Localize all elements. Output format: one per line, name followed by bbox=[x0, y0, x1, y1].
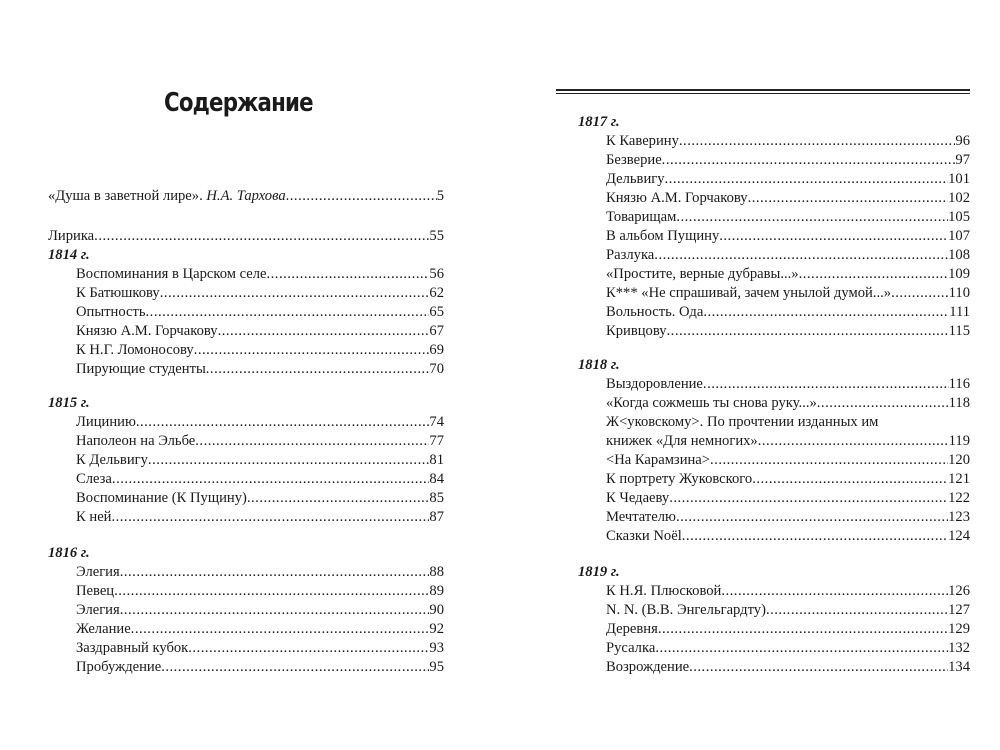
toc-entry bbox=[578, 601, 970, 620]
page-number: 118 bbox=[948, 395, 970, 411]
page-number: 56 bbox=[429, 266, 444, 282]
toc-entry bbox=[578, 151, 970, 170]
entry-title: Лирика bbox=[48, 228, 95, 244]
toc-entry bbox=[48, 451, 444, 470]
page-number: 96 bbox=[955, 133, 970, 149]
page-number: 120 bbox=[948, 452, 970, 468]
page-number: 116 bbox=[948, 376, 970, 392]
lyric-entry bbox=[48, 227, 444, 246]
toc-entry bbox=[578, 394, 970, 413]
entry-title: К Н.Г. Ломоносову bbox=[76, 342, 194, 358]
page-number: 108 bbox=[948, 247, 970, 263]
entry-title: В альбом Пущину bbox=[606, 228, 720, 244]
entry-title: Пробуждение bbox=[76, 659, 162, 675]
entry-title: К*** «Не спрашивай, зачем унылой думой...» bbox=[606, 285, 892, 301]
entry-title: Возрождение bbox=[606, 659, 690, 675]
page-title: Содержание bbox=[164, 88, 313, 118]
page-number: 121 bbox=[948, 471, 970, 487]
toc-entry bbox=[578, 170, 970, 189]
entry-title: «Душа в заветной лире». bbox=[48, 188, 203, 204]
entry-title: N. N. (В.В. Энгельгардту) bbox=[606, 602, 766, 618]
entry-title: К Чедаеву bbox=[606, 490, 670, 506]
page-number: 122 bbox=[948, 490, 970, 506]
year-heading: 1814 г. bbox=[48, 247, 90, 263]
toc-entry bbox=[578, 284, 970, 303]
year-heading: 1819 г. bbox=[578, 564, 620, 580]
header-rule-thin bbox=[556, 93, 970, 94]
entry-title: Товарищам bbox=[606, 209, 677, 225]
page-number: 95 bbox=[429, 659, 444, 675]
entry-title: Вольность. Ода bbox=[606, 304, 704, 320]
entry-title: К ней bbox=[76, 509, 112, 525]
entry-title: Пирующие студенты bbox=[76, 361, 206, 377]
page-number: 55 bbox=[429, 228, 444, 244]
toc-entry bbox=[578, 658, 970, 677]
toc-entry bbox=[48, 432, 444, 451]
toc-entry bbox=[48, 489, 444, 508]
section-1816 bbox=[48, 544, 444, 677]
page-number: 102 bbox=[948, 190, 970, 206]
toc-entry bbox=[48, 639, 444, 658]
toc-entry bbox=[48, 341, 444, 360]
entry-title: Желание bbox=[76, 621, 131, 637]
toc-entry bbox=[578, 208, 970, 227]
toc-entry bbox=[578, 432, 970, 451]
toc-entry bbox=[578, 489, 970, 508]
section-1815 bbox=[48, 394, 444, 527]
page-number: 126 bbox=[948, 583, 970, 599]
page-number: 90 bbox=[429, 602, 444, 618]
entry-title: К Н.Я. Плюсковой bbox=[606, 583, 722, 599]
entry-title: Опытность bbox=[76, 304, 146, 320]
page-number: 123 bbox=[948, 509, 970, 525]
entry-title: К Каверину bbox=[606, 133, 679, 149]
toc-entry bbox=[578, 639, 970, 658]
page-number: 110 bbox=[948, 285, 970, 301]
toc-entry bbox=[48, 413, 444, 432]
toc-entry bbox=[48, 303, 444, 322]
entry-title: Деревня bbox=[606, 621, 658, 637]
page-number: 93 bbox=[429, 640, 444, 656]
entry-title: К Дельвигу bbox=[76, 452, 148, 468]
entry-title: Мечтателю bbox=[606, 509, 676, 525]
page-number: 124 bbox=[948, 528, 970, 544]
page-number: 132 bbox=[948, 640, 970, 656]
entry-title: Элегия bbox=[76, 602, 120, 618]
page-number: 111 bbox=[949, 304, 970, 320]
section-1817 bbox=[578, 113, 970, 341]
toc-entry bbox=[48, 658, 444, 677]
entry-title: Воспоминание (К Пущину) bbox=[76, 490, 247, 506]
toc-entry bbox=[48, 620, 444, 639]
entry-title: Элегия bbox=[76, 564, 120, 580]
year-heading: 1815 г. bbox=[48, 395, 90, 411]
entry-title: Слеза bbox=[76, 471, 112, 487]
intro-entry bbox=[48, 187, 444, 206]
page-number: 65 bbox=[429, 304, 444, 320]
entry-title: Дельвигу bbox=[606, 171, 665, 187]
page-number: 69 bbox=[429, 342, 444, 358]
page-number: 74 bbox=[429, 414, 444, 430]
toc-entry bbox=[48, 284, 444, 303]
page-number: 109 bbox=[948, 266, 970, 282]
entry-title: Лицинию bbox=[76, 414, 136, 430]
page-number: 97 bbox=[955, 152, 970, 168]
toc-entry bbox=[578, 508, 970, 527]
toc-entry bbox=[48, 508, 444, 527]
entry-title: <На Карамзина> bbox=[606, 452, 711, 468]
toc-entry bbox=[48, 563, 444, 582]
toc-entry bbox=[578, 303, 970, 322]
page-number: 77 bbox=[429, 433, 444, 449]
entry-title-line1: Ж<уковскому>. По прочтении изданных им bbox=[606, 414, 879, 430]
section-1819 bbox=[578, 563, 970, 677]
page-number: 70 bbox=[429, 361, 444, 377]
entry-title: Воспоминания в Царском селе bbox=[76, 266, 267, 282]
toc-entry bbox=[578, 246, 970, 265]
entry-title: Князю А.М. Горчакову bbox=[606, 190, 748, 206]
toc-entry bbox=[48, 360, 444, 379]
toc-entry bbox=[578, 322, 970, 341]
year-heading: 1816 г. bbox=[48, 545, 90, 561]
page-number: 105 bbox=[948, 209, 970, 225]
toc-entry bbox=[48, 187, 444, 206]
entry-title: Заздравный кубок bbox=[76, 640, 189, 656]
page-number: 67 bbox=[429, 323, 444, 339]
entry-title: Кривцову bbox=[606, 323, 667, 339]
toc-entry bbox=[578, 582, 970, 601]
toc-entry bbox=[48, 322, 444, 341]
toc-entry bbox=[578, 451, 970, 470]
toc-entry bbox=[48, 582, 444, 601]
toc-entry bbox=[578, 265, 970, 284]
toc-entry bbox=[48, 470, 444, 489]
entry-title: Наполеон на Эльбе bbox=[76, 433, 196, 449]
entry-title: Сказки Noël bbox=[606, 528, 682, 544]
page-number: 81 bbox=[429, 452, 444, 468]
section-1818 bbox=[578, 356, 970, 546]
page-number: 127 bbox=[948, 602, 970, 618]
toc-entry bbox=[578, 189, 970, 208]
entry-title: «Простите, верные дубравы...» bbox=[606, 266, 799, 282]
entry-title: К Батюшкову bbox=[76, 285, 160, 301]
toc-entry bbox=[578, 375, 970, 394]
toc-entry bbox=[578, 470, 970, 489]
page-number: 101 bbox=[948, 171, 970, 187]
page-number: 115 bbox=[948, 323, 970, 339]
entry-title: «Когда сожмешь ты снова руку...» bbox=[606, 395, 817, 411]
toc-entry bbox=[578, 527, 970, 546]
header-rule bbox=[556, 89, 970, 91]
page-number: 107 bbox=[948, 228, 970, 244]
toc-entry bbox=[578, 132, 970, 151]
year-heading: 1817 г. bbox=[578, 114, 620, 130]
entry-title: Выздоровление bbox=[606, 376, 703, 392]
entry-title: Русалка bbox=[606, 640, 656, 656]
entry-title: Разлука bbox=[606, 247, 655, 263]
page-number: 62 bbox=[429, 285, 444, 301]
entry-title: К портрету Жуковского bbox=[606, 471, 753, 487]
section-1814 bbox=[48, 246, 444, 379]
entry-title: Князю А.М. Горчакову bbox=[76, 323, 218, 339]
toc-entry bbox=[48, 227, 444, 246]
year-heading: 1818 г. bbox=[578, 357, 620, 373]
page-number: 87 bbox=[429, 509, 444, 525]
page-number: 85 bbox=[429, 490, 444, 506]
entry-title-line2: книжек «Для немногих» bbox=[606, 433, 758, 449]
toc-entry bbox=[578, 227, 970, 246]
entry-title: Безверие bbox=[606, 152, 662, 168]
toc-entry bbox=[48, 265, 444, 284]
page-number: 134 bbox=[948, 659, 970, 675]
toc-entry bbox=[48, 601, 444, 620]
page-number: 84 bbox=[429, 471, 444, 487]
entry-author: Н.А. Тархова bbox=[206, 188, 286, 204]
page-number: 88 bbox=[429, 564, 444, 580]
page-number: 89 bbox=[429, 583, 444, 599]
page-number: 119 bbox=[948, 433, 970, 449]
page-number: 129 bbox=[948, 621, 970, 637]
toc-entry bbox=[578, 620, 970, 639]
page-number: 92 bbox=[429, 621, 444, 637]
entry-title: Певец bbox=[76, 583, 115, 599]
page-number: 5 bbox=[436, 188, 444, 204]
